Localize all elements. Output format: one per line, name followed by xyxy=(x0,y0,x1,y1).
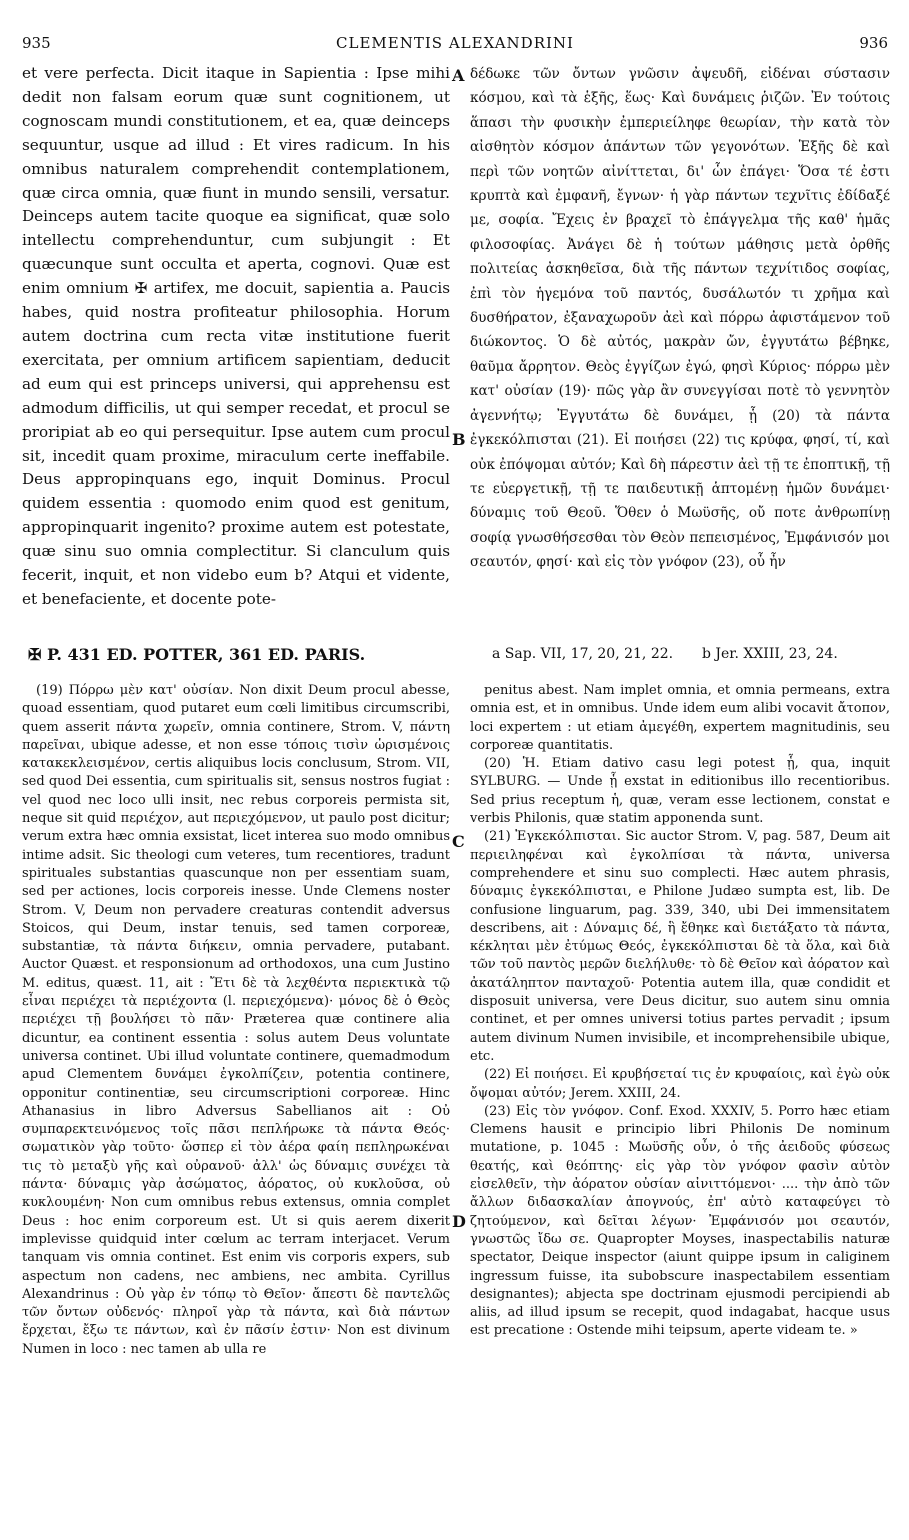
margin-letter-d: D xyxy=(452,1212,466,1231)
main-text-latin xyxy=(22,62,450,640)
greek-paragraph: δέδωκε τῶν ὄντων γνῶσιν ἀψευδῆ, εἰδέναι σύστασιν κόσμου, καὶ τὰ ἑξῆς, ἕως· Καὶ δυνάμεις ῥιζῶν. Ἐν τούτοις ἅπασι τὴν φυσικὴν ἐμπεριείληφε θεωρίαν, τὴν κατὰ τὸν αἰσθητὸν κόσμον ἁπάντων τῶν γεγονότων. Ἑξῆς δὲ καὶ περὶ τῶν νοητῶν αἰνίττεται, δι' ὧν ἐπάγει· Ὅσα τέ ἐστι κρυπτὰ καὶ ἐμφανῆ, ἔγνων· ἡ γὰρ πάντων τεχνῖτις ἐδίδαξέ με, σοφία. Ἔχεις ἐν βραχεῖ τὸ ἐπάγγελμα τῆς καθ' ἡμᾶς φιλοσοφίας. Ἀνάγει δὲ ἡ τούτων μάθησις μετὰ ὀρθῆς πολιτείας ἀσκηθεῖσα, διὰ τῆς πάντων τεχνίτιδος σοφίας, ἐπὶ τὸν ἡγεμόνα τοῦ παντός, δυσάλωτόν τι χρῆμα καὶ δυσθήρατον, ἐξαναχωροῦν ἀεὶ καὶ πόρρω ἀφιστάμενον τοῦ διώκοντος. Ὁ δὲ αὐτός, μακρὰν ὤν, ἐγγυτάτω βέβηκε, θαῦμα ἄρρητον. Θεὸς ἐγγίζων ἐγώ, φησὶ Κύριος· πόρρω μὲν κατ' οὐσίαν (19)· πῶς γὰρ ἂν συνεγγίσαι ποτὲ τὸ γεννητὸν ἀγεννήτῳ; Ἐγγυτάτω δὲ δυνάμει, ᾗ (20) τὰ πάντα ἐγκεκόλπισται (21). Εἰ ποιήσει (22) τις κρύφα, φησί, τί, καὶ οὐκ ἐπόψομαι αὐτόν; Καὶ δὴ πάρεστιν ἀεὶ τῇ τε ἐποπτικῇ, τῇ τε εὐεργετικῇ, τῇ τε παιδευτικῇ ἁπτομένῃ ἡμῶν δυνάμει· δύναμις τοῦ Θεοῦ. Ὅθεν ὁ Μωϋσῆς, οὔ ποτε ἀνθρωπίνῃ σοφίᾳ γνωσθήσεσθαι τὸν Θεὸν πεπεισμένος, Ἐμφάνισόν μοι σεαυτόν, φησί· καὶ εἰς τὸν γνόφον (23), οὗ ἦν xyxy=(470,66,890,571)
main-text-greek xyxy=(470,62,890,640)
page-number-right: 936 xyxy=(859,34,888,52)
footnote-ref-a: a Sap. VII, 17, 20, 21, 22. xyxy=(492,646,674,662)
edition-reference-line xyxy=(22,645,888,673)
footnote-ref-b: b Jer. XXIII, 23, 24. xyxy=(702,646,838,662)
margin-letter-c: C xyxy=(452,832,465,851)
note-paragraph: (22) Εἰ ποιήσει. Εἰ κρυβήσεταί τις ἐν κρυφαίοις, καὶ ἐγὼ οὐκ ὄψομαι αὐτόν; Jerem. XXIII, 24. xyxy=(470,1067,890,1101)
note-paragraph: (21) Ἐγκεκόλπισται. Sic auctor Strom. V, pag. 587, Deum ait περιειληφέναι καὶ ἐγκολπίσαι τὰ πάντα, universa comprehendere et sinu suo complecti. Hæc autem phrasis, δύναμις ἐγκεκόλπισται, e Philone Judæo sumpta est, lib. De confusione linguarum, pag. 339, 340, ubi Dei immensitatem describens, ait : Δύναμις δέ, ἣ ἔθηκε καὶ διετάξατο τὰ πάντα, κέκληται μὲν ἐτύμως Θεός, ἐγκεκόλπισται δὲ τὰ ὅλα, καὶ διὰ τῶν τοῦ παντὸς μερῶν διελήλυθε· τὸ δὲ Θεῖον καὶ ἀόρατον καὶ ἀκατάληπτον πανταχοῦ· Potentia autem illa, quæ condidit et disposuit universa, vere Deus dicitur, suo autem sinu omnia continet, et per omnes universi totius partes pervadit ; ipsum autem divinum Numen invisibile, et incomprehensibile ubique, etc. xyxy=(470,829,890,1064)
notes-left-column xyxy=(22,682,450,1527)
edition-reference: ✠ P. 431 ED. POTTER, 361 ED. PARIS. xyxy=(28,645,366,664)
notes-right-column xyxy=(470,682,890,1527)
note-paragraph: (23) Εἰς τὸν γνόφον. Conf. Exod. XXXIV, 5. Porro hæc etiam Clemens hausit e principio libri Philonis De nominum mutatione, p. 1045 : Μωϋσῆς οὖν, ὁ τῆς ἀειδοῦς φύσεως θεατής, καὶ θεόπτης· εἰς γὰρ τὸν γνόφον φασὶν αὐτὸν εἰσελθεῖν, τὴν ἀόρατον οὐσίαν αἰνιττόμενοι· .... τὴν ἀπὸ τῶν ἄλλων διδασκαλίαν ἀπογνούς, ἐπ' αὐτὸ καταφεύγει τὸ ζητούμενον, καὶ δεῖται λέγων· Ἐμφάνισόν μοι σεαυτόν, γνωστῶς ἴδω σε. Quapropter Moyses, inaspectabilis naturæ spectator, Deique inspector (aiunt quippe ipsum in caliginem ingressum fuisse, ita subobscure inaspectabilem essentiam designantes); abjecta spe doctrinam ejusmodi percipiendi ab aliis, ad illud ipsum se recepit, quod indagabat, hacque usus est precatione : Ostende mihi teipsum, aperte videam te. » xyxy=(470,1103,890,1339)
page-header xyxy=(22,34,888,54)
note-paragraph: (20) Ἡ. Etiam dativo casu legi potest ᾗ, qua, inquit SYLBURG. — Unde ᾗ exstat in editionibus illo recentioribus. Sed prius receptum ἡ, quæ, veram esse lectionem, constat e verbis Philonis, quæ statim apponenda sunt. xyxy=(470,756,890,827)
note-paragraph: (19) Πόρρω μὲν κατ' οὐσίαν. Non dixit Deum procul abesse, quoad essentiam, quod putaret eum cœli limitibus circumscribi, quem asserit πάντα χωρεῖν, omnia continere, Strom. V, πάντη παρεῖναι, ubique adesse, et non esse τόποις τισὶν ὡρισμένοις κατακεκλεισμένον, certis aliquibus locis conclusum, Strom. VII, sed quod Dei essentia, cum spiritualis sit, sensus nostros fugiat : vel quod nec loco ulli insit, nec rebus corporeis permista sit, neque sit quid περιέχον, aut περιεχόμενον, ut paulo post dicitur; verum extra hæc omnia exsistat, licet interea suo modo omnibus intime adsit. Sic theologi cum veteres, tum recentiores, tradunt spirituales substantias quascunque non per essentiam suam, sed per actiones, locis corporeis inesse. Unde Clemens noster Strom. V, Deum non pervadere creaturas contendit adversus Stoicos, qui Deum, instar tenuis, sed tamen corporeæ, substantiæ, τὰ πάντα διήκειν, omnia pervadere, putabant. Auctor Quæst. et responsionum ad orthodoxos, una cum Justino M. editus, quæst. 11, ait : Ἔτι δὲ τὰ λεχθέντα περιεκτικὰ τῷ εἶναι περιέχει τὰ περιέχοντα (l. περιεχόμενα)· μόνος δὲ ὁ Θεὸς περιέχει τῇ βουλήσει τὸ πᾶν· Præterea quæ continere alia dicuntur, ea continent essentia : solus autem Deus voluntate universa continet. Ubi illud voluntate continere, quemadmodum apud Clementem δυνάμει ἐγκολπίζειν, potentia continere, opponitur continentiæ, seu circumscriptioni corporeæ. Hinc Athanasius in libro Adversus Sabellianos ait : Οὐ συμπαρεκτεινόμενος τοῖς πᾶσι πεπλήρωκε τὰ πάντα Θεός· σωματικὸν γὰρ τοῦτο· ὥσπερ εἰ τὸν ἀέρα φαίη πεπληρωκέναι τις τὸ μεταξὺ γῆς καὶ οὐρανοῦ· ἀλλ' ὡς δύναμις συνέχει τὰ πάντα· δύναμις γὰρ ἀσώματος, ἀόρατος, οὐ κυκλοῦσα, οὐ κυκλουμένη· Non cum omnibus rebus extensus, omnia complet Deus : hoc enim corporeum est. Ut si quis aerem dixerit implevisse quidquid inter cœlum ac terram interjacet. Verum tanquam vis omnia continet. Est enim vis corporis expers, sub aspectum non cadens, nec ambiens, nec ambita. Cyrillus Alexandrinus : Οὐ γὰρ ἐν τόπῳ τὸ Θεῖον· ἄπεστι δὲ παντελῶς τῶν ὄντων οὐδενός· πληροῖ γὰρ τὰ πάντα, καὶ διὰ πάντων ἔρχεται, ἔξω τε πάντων, καὶ ἐν πᾶσίν ἐστιν· Non est divinum Numen in loco : nec tamen ab ulla re xyxy=(22,683,450,1357)
note-paragraph: penitus abest. Nam implet omnia, et omnia permeans, extra omnia est, et in omnibus. Unde idem eum alibi vocavit ἄτοπον, loci expertem : ut etiam ἀμεγέθη, expertem magnitudinis, seu corporeæ quantitatis. xyxy=(470,683,890,753)
running-title: CLEMENTIS ALEXANDRINI xyxy=(336,34,574,52)
margin-letter-b: B xyxy=(452,430,466,449)
margin-letter-a: A xyxy=(452,66,465,85)
latin-paragraph: et vere perfecta. Dicit itaque in Sapientia : Ipse mihi dedit non falsam eorum quæ sunt cognitionem, ut cognoscam mundi constitutionem, et ea, quæ deinceps sequuntur, usque ad illud : Et vires radicum. In his omnibus naturalem comprehendit contemplationem, quæ circa omnia, quæ fiunt in mundo sensili, versatur. Deinceps autem tacite quoque ea significat, quæ solo intellectu comprehenduntur, cum subjungit : Et quæcunque sunt occulta et aperta, cognovi. Quæ est enim omnium ✠ artifex, me docuit, sapientia a. Paucis habes, quid nostra profiteatur philosophia. Horum autem doctrina cum recta vitæ institutione fuerit exercitata, per omnium artificem sapientiam, deducit ad eum qui est princeps universi, qui apprehensu est admodum difficilis, ut qui semper recedat, et procul se proripiat ab eo qui persequitur. Ipse autem cum procul sit, incedit quam proxime, miraculum certe ineffabile. Deus appropinquans ego, inquit Dominus. Procul quidem essentia : quomodo enim quod est genitum, appropinquarit ingenito? proxime autem est potestate, quæ sinu suo omnia complectitur. Si clanculum quis fecerit, inquit, et non videbo eum b? Atqui et vidente, et benefaciente, et docente pote- xyxy=(22,64,450,608)
page-number-left: 935 xyxy=(22,34,51,52)
